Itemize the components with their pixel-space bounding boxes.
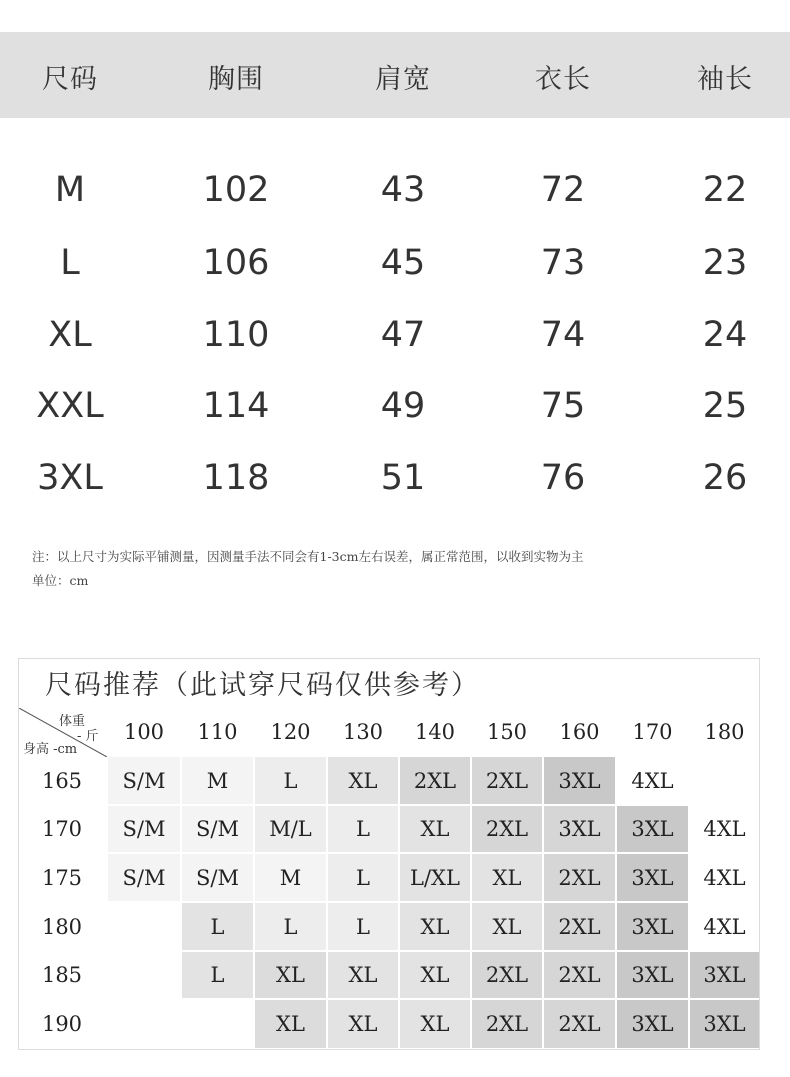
height-label: 185: [19, 952, 105, 998]
recommended-size-cell: 3XL: [544, 806, 615, 852]
size-value: 76: [540, 458, 586, 498]
size-value: 106: [202, 243, 270, 283]
recommended-size-cell: L: [328, 806, 398, 852]
weight-header: 110: [182, 708, 253, 755]
weight-header: 160: [544, 708, 615, 755]
recommended-size-cell: XL: [328, 757, 398, 804]
recommended-size-cell: S/M: [108, 757, 180, 804]
recommended-size-cell: L: [328, 854, 398, 901]
size-recommendation-panel: [18, 658, 760, 1050]
height-axis-label: 身高 -cm: [23, 742, 78, 757]
recommended-size-cell: [108, 1000, 180, 1048]
recommended-size-cell: XL: [400, 806, 470, 852]
recommended-size-cell: 2XL: [472, 952, 542, 998]
recommended-size-cell: 2XL: [544, 903, 615, 950]
size-value: 110: [202, 315, 270, 355]
header-sleeve: 袖长: [697, 64, 753, 95]
recommended-size-cell: L: [255, 903, 326, 950]
recommended-size-cell: 3XL: [617, 1000, 688, 1048]
size-value: 72: [540, 170, 586, 210]
size-value: 22: [702, 170, 748, 210]
recommended-size-cell: L: [182, 952, 253, 998]
recommended-size-cell: 2XL: [472, 806, 542, 852]
header-length: 衣长: [535, 64, 591, 95]
size-label: 3XL: [37, 458, 103, 498]
recommended-size-cell: 2XL: [544, 1000, 615, 1048]
recommended-size-cell: 4XL: [690, 903, 759, 950]
size-value: 75: [540, 386, 586, 426]
recommended-size-cell: [108, 903, 180, 950]
header-shoulder: 肩宽: [375, 64, 431, 95]
recommended-size-cell: 4XL: [690, 806, 759, 852]
recommended-size-cell: 4XL: [617, 757, 688, 804]
size-value: 47: [380, 315, 426, 355]
size-label: M: [54, 170, 86, 210]
recommended-size-cell: XL: [255, 952, 326, 998]
size-value: 114: [202, 386, 270, 426]
recommended-size-cell: 3XL: [690, 952, 759, 998]
size-value: 118: [202, 458, 270, 498]
recommended-size-cell: 3XL: [544, 757, 615, 804]
recommended-size-cell: S/M: [108, 806, 180, 852]
height-label: 170: [19, 806, 105, 852]
recommended-size-cell: XL: [472, 903, 542, 950]
recommended-size-cell: XL: [400, 952, 470, 998]
weight-header: 170: [617, 708, 688, 755]
recommended-size-cell: 3XL: [617, 854, 688, 901]
weight-header: 130: [328, 708, 398, 755]
recommended-size-cell: XL: [328, 952, 398, 998]
recommended-size-cell: L/XL: [400, 854, 470, 901]
recommended-size-cell: XL: [328, 1000, 398, 1048]
size-value: 102: [202, 170, 270, 210]
recommended-size-cell: 2XL: [472, 757, 542, 804]
size-value: 45: [380, 243, 426, 283]
weight-header: 120: [255, 708, 326, 755]
recommended-size-cell: 2XL: [472, 1000, 542, 1048]
recommended-size-cell: L: [182, 903, 253, 950]
recommended-size-cell: S/M: [182, 806, 253, 852]
recommended-size-cell: M: [255, 854, 326, 901]
recommendation-title: 尺码推荐（此试穿尺码仅供参考）: [45, 670, 480, 701]
recommended-size-cell: S/M: [182, 854, 253, 901]
height-label: 165: [19, 757, 105, 804]
recommended-size-cell: 3XL: [617, 806, 688, 852]
recommended-size-cell: 2XL: [400, 757, 470, 804]
size-value: 23: [702, 243, 748, 283]
size-value: 24: [702, 315, 748, 355]
weight-header: 140: [400, 708, 470, 755]
recommended-size-cell: S/M: [108, 854, 180, 901]
recommended-size-cell: XL: [400, 903, 470, 950]
weight-header: 100: [108, 708, 180, 755]
height-label: 190: [19, 1000, 105, 1048]
weight-header: 150: [472, 708, 542, 755]
measurement-note: 注：以上尺寸为实际平铺测量，因测量手法不同会有1-3cm左右误差，属正常范围，以收到实物为主: [32, 549, 584, 564]
unit-note: 单位：cm: [32, 573, 89, 588]
recommended-size-cell: 2XL: [544, 854, 615, 901]
recommended-size-cell: 2XL: [544, 952, 615, 998]
size-label: XXL: [36, 386, 104, 426]
weight-axis-label: 体重: [59, 714, 86, 729]
recommended-size-cell: L: [328, 903, 398, 950]
recommended-size-cell: 3XL: [617, 952, 688, 998]
size-value: 25: [702, 386, 748, 426]
recommended-size-cell: [182, 1000, 253, 1048]
size-value: 74: [540, 315, 586, 355]
size-label: L: [60, 243, 80, 283]
recommended-size-cell: 3XL: [617, 903, 688, 950]
recommended-size-cell: L: [255, 757, 326, 804]
recommended-size-cell: M/L: [255, 806, 326, 852]
size-value: 51: [380, 458, 426, 498]
recommended-size-cell: [690, 757, 759, 804]
weight-unit-label: - 斤: [77, 729, 99, 744]
size-value: 73: [540, 243, 586, 283]
size-value: 49: [380, 386, 426, 426]
recommended-size-cell: XL: [472, 854, 542, 901]
header-size: 尺码: [42, 64, 98, 95]
recommended-size-cell: 3XL: [690, 1000, 759, 1048]
size-value: 43: [380, 170, 426, 210]
header-chest: 胸围: [208, 64, 264, 95]
recommended-size-cell: XL: [255, 1000, 326, 1048]
corner-header: [19, 708, 107, 757]
weight-header: 180: [690, 708, 759, 755]
size-value: 26: [702, 458, 748, 498]
recommended-size-cell: 4XL: [690, 854, 759, 901]
height-label: 175: [19, 854, 105, 901]
height-label: 180: [19, 903, 105, 950]
size-label: XL: [48, 315, 92, 355]
recommended-size-cell: XL: [400, 1000, 470, 1048]
recommended-size-cell: M: [182, 757, 253, 804]
recommended-size-cell: [108, 952, 180, 998]
